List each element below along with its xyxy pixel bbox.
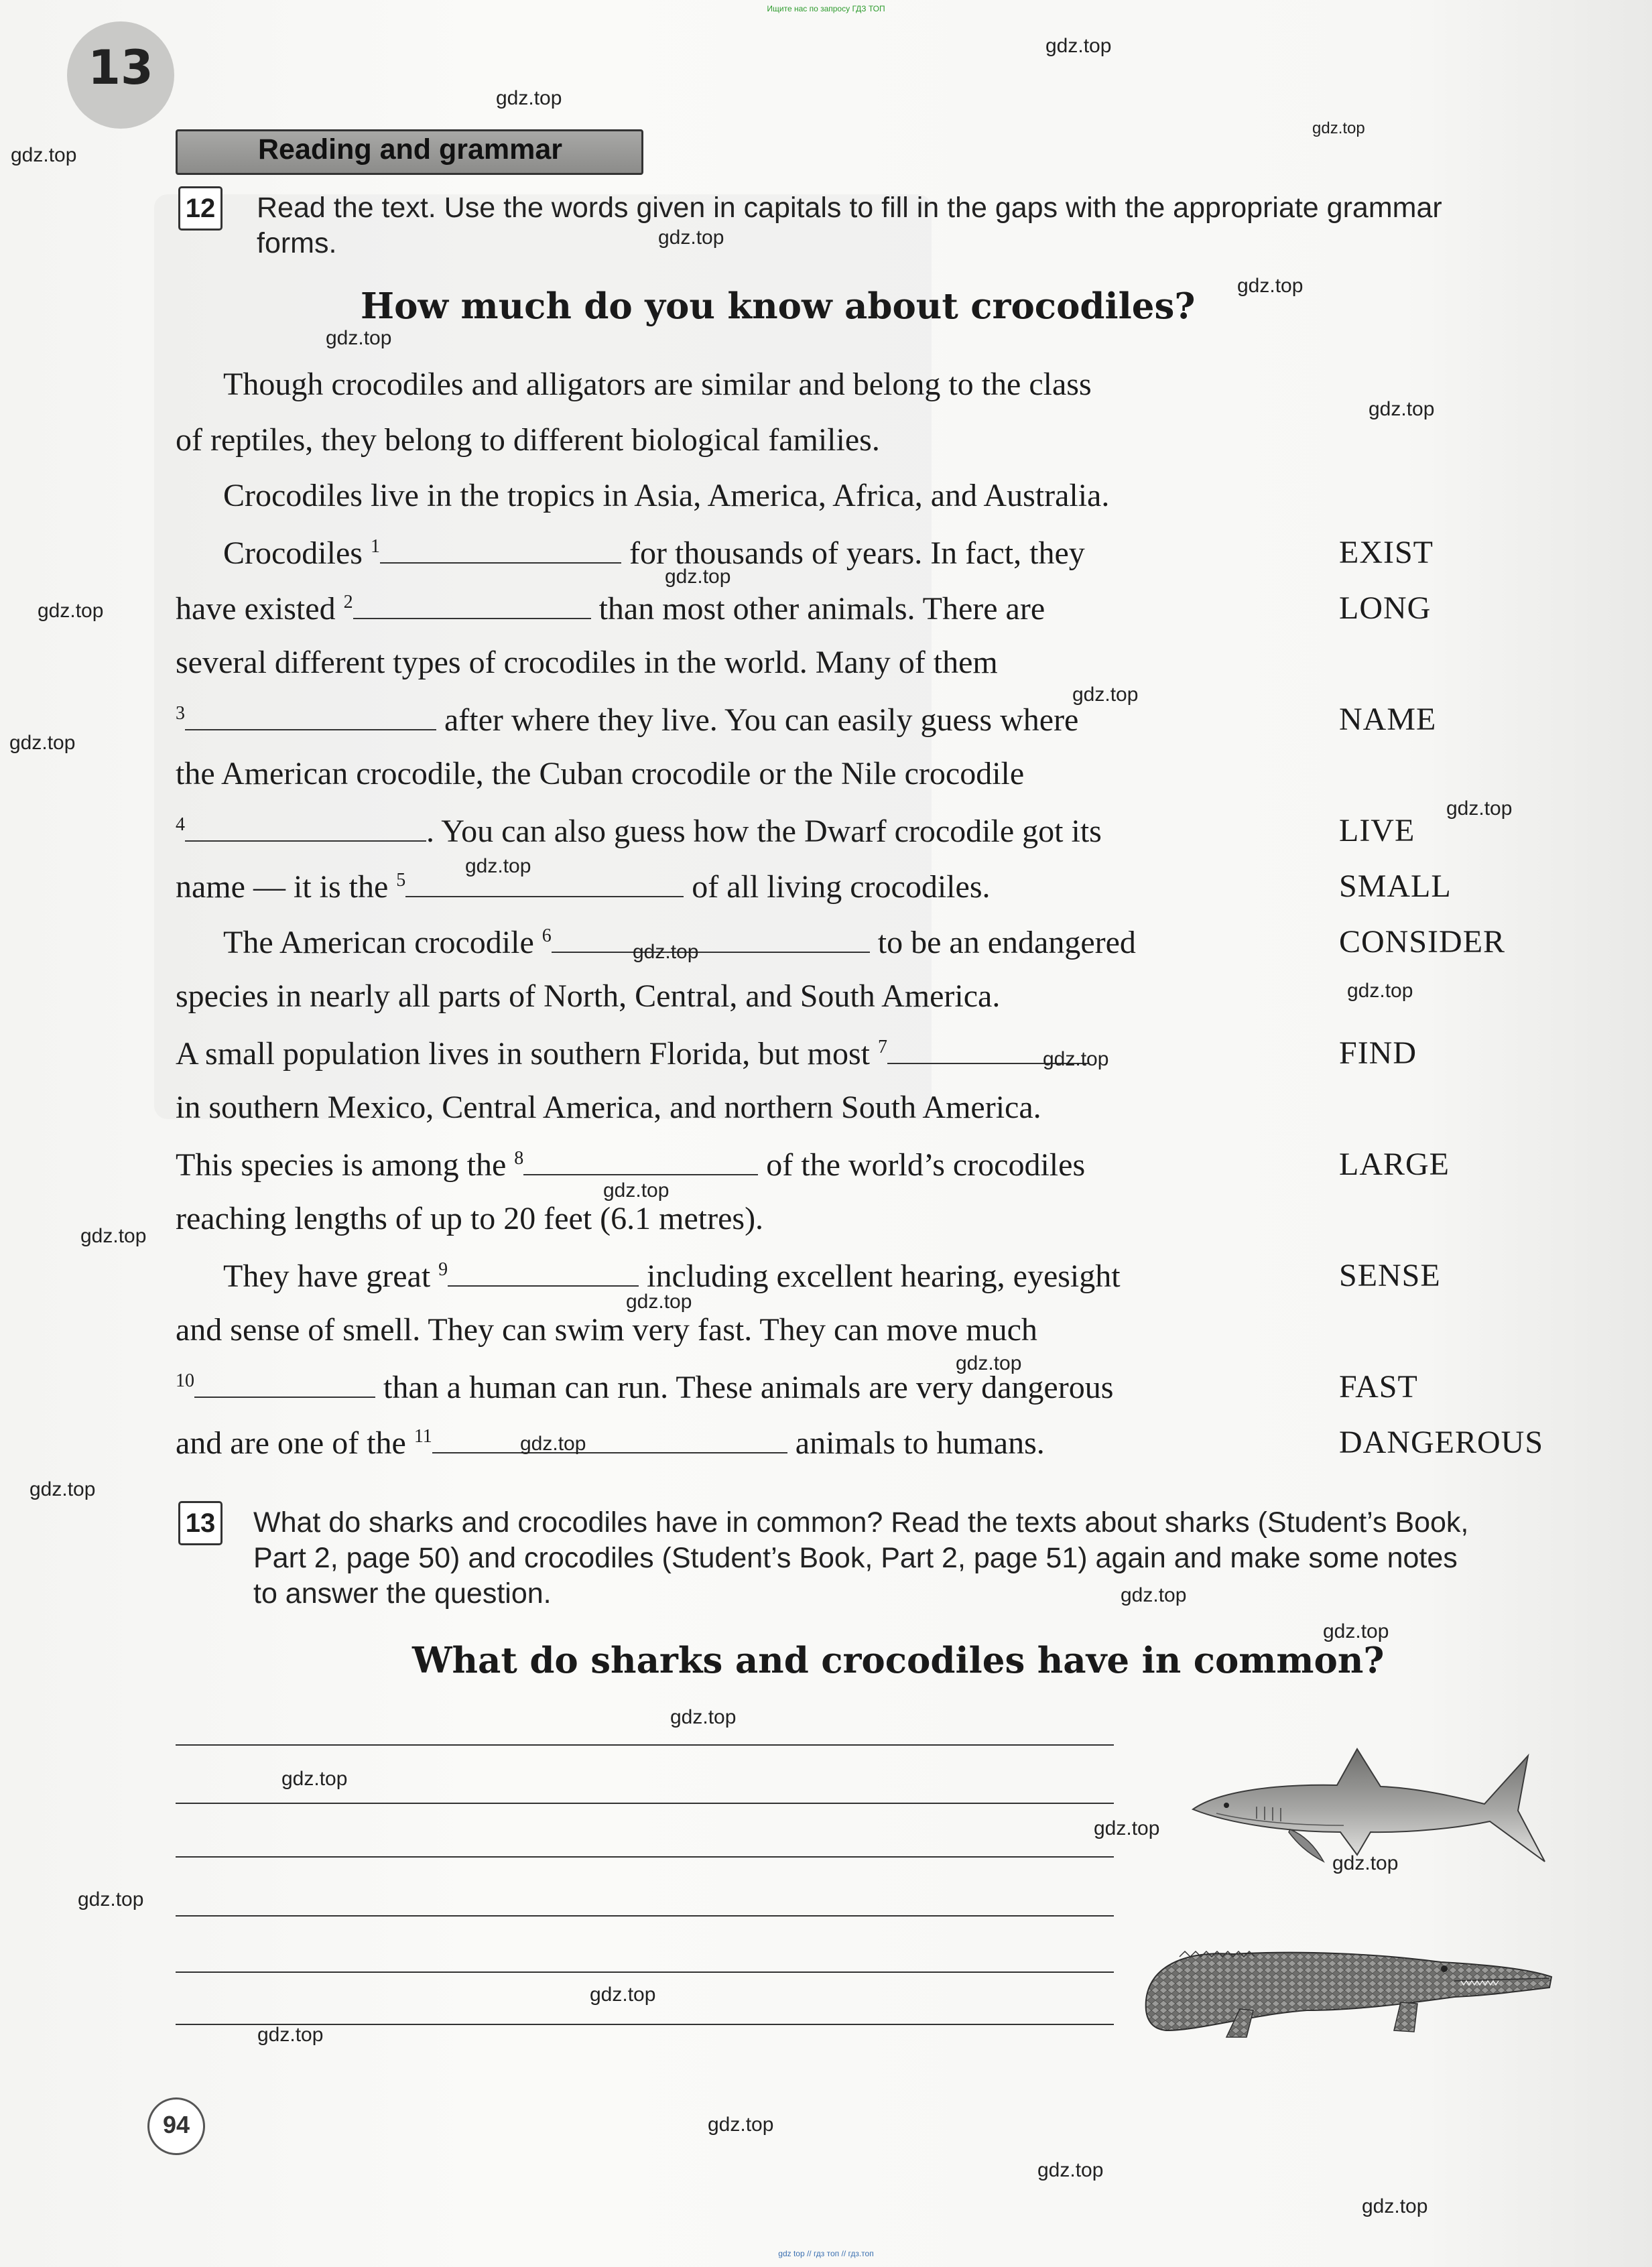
- text-line: reaching lengths of up to 20 feet (6.1 metres).: [176, 1201, 764, 1236]
- gap-number: 4: [176, 814, 185, 835]
- answer-gap[interactable]: [448, 1256, 639, 1287]
- gap-number: 2: [343, 592, 353, 612]
- text-line: in southern Mexico, Central America, and northern South America.: [176, 1090, 1041, 1125]
- writing-line[interactable]: [176, 1856, 1114, 1858]
- watermark: gdz.top: [633, 941, 699, 963]
- text-line: $^{10}$ than a human can run. These animals are very dangerous: [176, 1367, 1113, 1406]
- watermark: gdz.top: [1332, 1852, 1399, 1874]
- capital-word: DANGEROUS: [1339, 1425, 1544, 1460]
- writing-line[interactable]: [176, 1803, 1114, 1804]
- text-line: and are one of the $^{11}$ animals to humans.: [176, 1423, 1045, 1462]
- watermark: gdz.top: [257, 2024, 324, 2046]
- watermark: gdz.top: [9, 732, 76, 754]
- watermark: gdz.top: [956, 1352, 1022, 1374]
- watermark: gdz.top: [1323, 1620, 1389, 1642]
- answer-gap[interactable]: [185, 700, 436, 730]
- watermark: gdz.top: [1094, 1817, 1160, 1839]
- watermark: gdz.top: [1237, 275, 1304, 297]
- watermark: gdz.top: [1072, 684, 1139, 706]
- answer-gap[interactable]: [185, 811, 426, 842]
- watermark: gdz.top: [1037, 2159, 1104, 2181]
- watermark: gdz.top: [78, 1888, 144, 1910]
- text-line: the American crocodile, the Cuban crocodile or the Nile crocodile: [176, 756, 1025, 791]
- text-line: Crocodiles $^1$ for thousands of years. In fact, they: [223, 533, 1085, 572]
- watermark: gdz.top: [626, 1291, 692, 1313]
- unit-number: 13: [88, 40, 153, 95]
- text-line: and sense of smell. They can swim very fast. They can move much: [176, 1312, 1037, 1348]
- gap-number: 6: [542, 925, 552, 946]
- watermark: gdz.top: [590, 1984, 656, 2006]
- shark-illustration: [1190, 1742, 1548, 1870]
- section-title: Reading and grammar: [258, 133, 562, 166]
- capital-word: NAME: [1339, 702, 1437, 737]
- watermark: gdz.top: [38, 600, 104, 622]
- gap-number: 9: [438, 1259, 448, 1280]
- capital-word: SMALL: [1339, 868, 1452, 904]
- text-line: They have great $^9$ including excellent hearing, eyesight: [223, 1256, 1121, 1295]
- answer-gap[interactable]: [523, 1145, 758, 1175]
- watermark: gdz.top: [326, 327, 392, 349]
- watermark: gdz.top: [1121, 1584, 1187, 1606]
- text-line: $^4$ . You can also guess how the Dwarf crocodile got its: [176, 811, 1102, 850]
- text-line: several different types of crocodiles in the world. Many of them: [176, 645, 998, 680]
- watermark: gdz.top: [1045, 35, 1112, 57]
- capital-word: EXIST: [1339, 535, 1434, 570]
- gap-number: 8: [514, 1148, 524, 1169]
- text-line: The American crocodile $^6$ to be an endangered: [223, 922, 1136, 961]
- text-line: name — it is the $^5$ of all living crocodiles.: [176, 866, 991, 905]
- answer-gap[interactable]: [194, 1367, 375, 1398]
- watermark: gdz.top: [665, 566, 731, 588]
- bottom-note: gdz top // гдз топ // гдз.топ: [778, 2249, 874, 2258]
- gap-number: 1: [370, 536, 380, 557]
- capital-word: SENSE: [1339, 1258, 1441, 1293]
- text-line: have existed $^2$ than most other animals. There are: [176, 588, 1045, 627]
- exercise-12-instruction-line2: forms.: [257, 227, 337, 259]
- exercise-12-instruction-line1: Read the text. Use the words given in capitals to fill in the gaps with the appropriate grammar: [257, 192, 1442, 224]
- exercise-13-instruction-line2: Part 2, page 50) and crocodiles (Student’s Book, Part 2, page 51) again and make some notes: [253, 1542, 1458, 1574]
- answer-gap[interactable]: [353, 588, 591, 619]
- gap-number: 10: [176, 1370, 194, 1391]
- watermark: gdz.top: [80, 1225, 147, 1247]
- watermark: gdz.top: [1446, 797, 1513, 820]
- exercise-12-number: 12: [178, 186, 223, 231]
- writing-line[interactable]: [176, 1971, 1114, 1973]
- text-line: $^3$ after where they live. You can easily guess where: [176, 700, 1078, 738]
- answer-gap[interactable]: [380, 533, 621, 564]
- writing-line[interactable]: [176, 1744, 1114, 1746]
- watermark: gdz.top: [1043, 1048, 1109, 1070]
- exercise-13-title: What do sharks and crocodiles have in common?: [412, 1640, 1385, 1681]
- exercise-12-title: How much do you know about crocodiles?: [361, 285, 1196, 327]
- gap-number: 3: [176, 703, 185, 724]
- watermark: gdz.top: [658, 226, 724, 249]
- watermark: gdz.top: [1369, 398, 1435, 420]
- capital-word: LONG: [1339, 590, 1432, 626]
- crocodile-illustration: [1139, 1930, 1555, 2044]
- text-line: Crocodiles live in the tropics in Asia, America, Africa, and Australia.: [223, 478, 1110, 513]
- answer-gap[interactable]: [552, 922, 870, 953]
- watermark: gdz.top: [496, 87, 562, 109]
- capital-word: LIVE: [1339, 813, 1415, 848]
- exercise-13-instruction-line1: What do sharks and crocodiles have in common? Read the texts about sharks (Student’s Book,: [253, 1506, 1469, 1539]
- exercise-13-number: 13: [178, 1501, 223, 1545]
- gap-number: 7: [877, 1037, 887, 1057]
- watermark: gdz.top: [11, 144, 77, 166]
- gap-number: 11: [414, 1426, 432, 1447]
- answer-gap[interactable]: [432, 1423, 787, 1453]
- text-line: A small population lives in southern Florida, but most $^7$: [176, 1033, 1088, 1072]
- exercise-13-instruction-line3: to answer the question.: [253, 1577, 552, 1610]
- text-line: of reptiles, they belong to different biological families.: [176, 422, 880, 458]
- watermark: gdz.top: [603, 1179, 670, 1202]
- capital-word: FAST: [1339, 1369, 1418, 1405]
- page-number: 94: [162, 2111, 190, 2138]
- top-note: Ищите нас по запросу ГДЗ ТОП: [767, 4, 885, 13]
- text-line: species in nearly all parts of North, Central, and South America.: [176, 978, 1001, 1014]
- capital-word: LARGE: [1339, 1147, 1450, 1182]
- watermark: gdz.top: [29, 1478, 96, 1500]
- watermark: gdz.top: [520, 1433, 586, 1455]
- watermark: gdz.top: [1312, 119, 1365, 137]
- answer-gap[interactable]: [405, 866, 684, 897]
- capital-word: CONSIDER: [1339, 924, 1506, 960]
- watermark: gdz.top: [465, 855, 531, 877]
- watermark: gdz.top: [1362, 2195, 1428, 2217]
- text-line: This species is among the $^8$ of the world’s crocodiles: [176, 1145, 1085, 1183]
- watermark: gdz.top: [708, 2114, 774, 2136]
- watermark: gdz.top: [670, 1706, 737, 1728]
- gap-number: 5: [396, 870, 406, 891]
- text-line: Though crocodiles and alligators are similar and belong to the class: [223, 367, 1092, 402]
- watermark: gdz.top: [281, 1768, 348, 1790]
- watermark: gdz.top: [1347, 980, 1413, 1002]
- writing-line[interactable]: [176, 1915, 1114, 1917]
- capital-word: FIND: [1339, 1035, 1417, 1071]
